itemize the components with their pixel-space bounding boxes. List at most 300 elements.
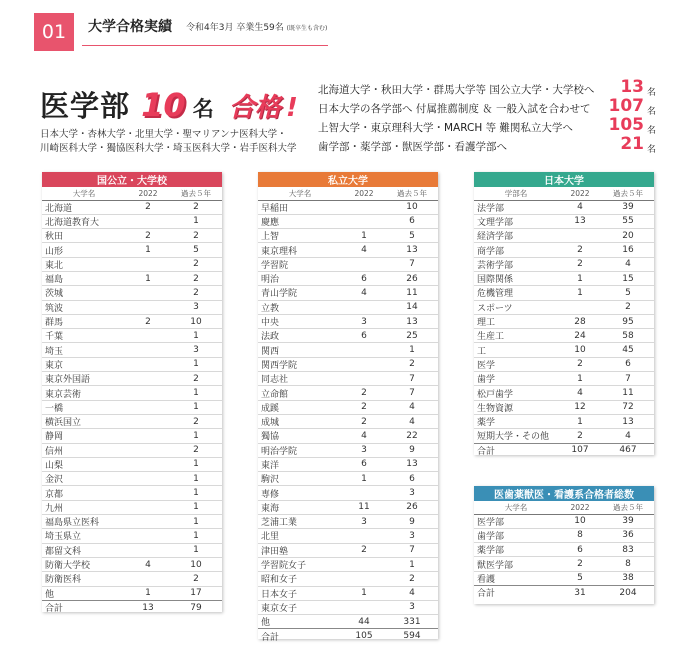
count-2022: [126, 457, 170, 471]
count-2022: [126, 400, 170, 414]
count-5yr: 95: [602, 314, 654, 328]
table-row: [474, 257, 654, 271]
count-2022: [342, 300, 386, 314]
table-row: [42, 300, 222, 314]
count-2022: 4: [342, 429, 386, 443]
row-label: 東京理科: [258, 243, 342, 257]
table-row: [258, 543, 438, 557]
table-title: 日本大学: [474, 172, 654, 187]
table-row: [258, 586, 438, 600]
row-label: 獨協: [258, 429, 342, 443]
total-label: 合計: [45, 604, 64, 615]
row-label: 東海: [258, 500, 342, 514]
row-label: 福島県立医科: [42, 515, 126, 529]
table-row: [42, 314, 222, 328]
section-note: [186, 20, 327, 33]
row-label: 山梨: [42, 457, 126, 471]
table-row: [258, 615, 438, 629]
result-count: 13: [620, 77, 644, 97]
count-2022: 1: [126, 271, 170, 285]
count-5yr: 2: [170, 286, 222, 300]
count-2022: 5: [558, 571, 602, 585]
count-2022: 10: [558, 343, 602, 357]
table-title: 国公立・大学校: [42, 172, 222, 187]
table-row: [258, 529, 438, 543]
table-row: [42, 429, 222, 443]
count-5yr: 7: [602, 372, 654, 386]
total-5yr: 79: [190, 602, 202, 613]
count-2022: 4: [558, 386, 602, 400]
result-row: [318, 134, 660, 156]
table-row: [42, 572, 222, 586]
row-label: 法政: [258, 329, 342, 343]
count-5yr: 3: [386, 486, 438, 500]
result-unit: 名: [646, 107, 656, 117]
row-label: 群馬: [42, 314, 126, 328]
count-2022: [126, 357, 170, 371]
count-5yr: 72: [602, 400, 654, 414]
row-label: 専修: [258, 486, 342, 500]
graduates-note: 令和4年3月 卒業生59名: [186, 23, 284, 33]
table-row: [258, 257, 438, 271]
table-row: [474, 286, 654, 300]
graduates-note-small: (既卒生も含む): [286, 25, 328, 32]
table-row: [42, 229, 222, 243]
row-label: 理工: [474, 314, 558, 328]
count-2022: 1: [126, 586, 170, 600]
table-row: [42, 472, 222, 486]
count-2022: 3: [342, 443, 386, 457]
row-label: 茨城: [42, 286, 126, 300]
count-5yr: 6: [386, 472, 438, 486]
row-label: 薬学部: [474, 543, 558, 557]
count-2022: 4: [558, 200, 602, 214]
row-label: 津田塾: [258, 543, 342, 557]
count-5yr: 2: [170, 257, 222, 271]
row-label: 薬学: [474, 414, 558, 428]
table-row: [474, 528, 654, 542]
result-count: 21: [620, 134, 644, 154]
table-row: [42, 443, 222, 457]
table-row: [258, 472, 438, 486]
row-label: 医学部: [474, 514, 558, 528]
count-2022: 2: [558, 429, 602, 443]
count-2022: 1: [558, 286, 602, 300]
count-5yr: 7: [386, 372, 438, 386]
row-label: 学習院: [258, 257, 342, 271]
column-header: 2022: [558, 501, 602, 514]
row-label: 関西: [258, 343, 342, 357]
table-row: [42, 414, 222, 428]
count-2022: 2: [558, 243, 602, 257]
count-5yr: 4: [602, 257, 654, 271]
table-row: [42, 515, 222, 529]
count-2022: [126, 214, 170, 228]
table-row: [474, 357, 654, 371]
table-row: [258, 343, 438, 357]
count-5yr: 6: [386, 214, 438, 228]
count-2022: 6: [342, 457, 386, 471]
row-label: 生物資源: [474, 400, 558, 414]
result-unit: 名: [646, 88, 656, 98]
row-label: 秋田: [42, 229, 126, 243]
count-5yr: 2: [170, 372, 222, 386]
row-label: 文理学部: [474, 214, 558, 228]
table-row: [474, 372, 654, 386]
count-5yr: 16: [602, 243, 654, 257]
total-label: 合計: [477, 589, 496, 600]
count-2022: 11: [342, 500, 386, 514]
table-row: [42, 386, 222, 400]
row-label: 中央: [258, 314, 342, 328]
table-row: [474, 314, 654, 328]
row-label: 北海道教育大: [42, 214, 126, 228]
count-5yr: 1: [170, 386, 222, 400]
count-5yr: 4: [386, 586, 438, 600]
table-row: [258, 429, 438, 443]
count-2022: 1: [342, 229, 386, 243]
private-universities-table: [258, 172, 438, 643]
count-5yr: 5: [602, 286, 654, 300]
row-label: 同志社: [258, 372, 342, 386]
count-2022: [126, 343, 170, 357]
table-row: [258, 515, 438, 529]
row-label: 信州: [42, 443, 126, 457]
row-label: 都留文科: [42, 543, 126, 557]
count-2022: [126, 529, 170, 543]
table-row: [258, 572, 438, 586]
count-5yr: 8: [602, 557, 654, 571]
row-label: 国際関係: [474, 271, 558, 285]
count-5yr: 1: [170, 486, 222, 500]
count-5yr: 10: [170, 314, 222, 328]
table-row: [258, 200, 438, 214]
table-row: [42, 343, 222, 357]
count-2022: [342, 557, 386, 571]
table-row: [42, 543, 222, 557]
count-5yr: 1: [170, 529, 222, 543]
row-label: 芸術学部: [474, 257, 558, 271]
table-row: [258, 329, 438, 343]
count-2022: 2: [342, 414, 386, 428]
headline-pass: 合格: [228, 93, 281, 123]
result-row: [318, 115, 660, 137]
table-row: [258, 314, 438, 328]
count-5yr: 2: [386, 357, 438, 371]
table-row: [258, 271, 438, 285]
count-5yr: 20: [602, 229, 654, 243]
count-2022: 2: [342, 386, 386, 400]
row-label: 成城: [258, 414, 342, 428]
table-row: [474, 243, 654, 257]
table-title: 医歯薬獣医・看護系合格者総数: [474, 486, 654, 501]
count-2022: [126, 257, 170, 271]
row-label: 金沢: [42, 472, 126, 486]
count-5yr: 11: [602, 386, 654, 400]
count-2022: [126, 472, 170, 486]
row-label: 他: [42, 586, 126, 600]
count-2022: [342, 486, 386, 500]
table-row: [258, 286, 438, 300]
table-row: [474, 329, 654, 343]
table-row: [474, 414, 654, 428]
count-5yr: 38: [602, 571, 654, 585]
column-header: 過去５年: [386, 187, 438, 200]
row-label: 埼玉県立: [42, 529, 126, 543]
count-2022: 10: [558, 514, 602, 528]
count-5yr: 13: [386, 457, 438, 471]
column-header: 学部名: [474, 187, 558, 200]
count-2022: [126, 329, 170, 343]
row-label: 防衛大学校: [42, 557, 126, 571]
table-row: [42, 357, 222, 371]
count-2022: 13: [558, 214, 602, 228]
count-5yr: 1: [170, 400, 222, 414]
row-label: 法学部: [474, 200, 558, 214]
count-5yr: 7: [386, 386, 438, 400]
national-universities-table: [42, 172, 222, 615]
column-header: 2022: [558, 187, 602, 200]
count-2022: 28: [558, 314, 602, 328]
count-2022: [126, 486, 170, 500]
count-5yr: 2: [170, 443, 222, 457]
count-2022: 8: [558, 528, 602, 542]
count-2022: 3: [342, 515, 386, 529]
result-unit: 名: [646, 145, 656, 155]
headline-department: 医学部: [40, 89, 131, 123]
row-label: 明治: [258, 271, 342, 285]
total-row: [474, 585, 654, 599]
column-header: 過去５年: [602, 187, 654, 200]
row-label: 山形: [42, 243, 126, 257]
result-text: 上智大学・東京理科大学・MARCH 等 難関私立大学へ: [318, 122, 573, 134]
table-row: [474, 543, 654, 557]
table-row: [42, 286, 222, 300]
result-text: 日本大学の各学部へ 付属推薦制度 ＆ 一般入試を合わせて: [318, 103, 591, 115]
count-5yr: 11: [386, 286, 438, 300]
row-label: 千葉: [42, 329, 126, 343]
count-2022: 1: [126, 243, 170, 257]
table-row: [42, 500, 222, 514]
table-row: [258, 600, 438, 614]
medical-fields-table: [474, 486, 654, 600]
row-label: 駒沢: [258, 472, 342, 486]
row-label: 立教: [258, 300, 342, 314]
row-label: 防衛医科: [42, 572, 126, 586]
count-2022: [126, 429, 170, 443]
count-5yr: 2: [170, 271, 222, 285]
column-header: 過去５年: [170, 187, 222, 200]
count-5yr: 2: [602, 300, 654, 314]
count-2022: 44: [342, 615, 386, 629]
count-2022: 24: [558, 329, 602, 343]
section-title: 大学合格実績: [88, 19, 172, 35]
section-number: 01: [34, 13, 74, 51]
count-5yr: 45: [602, 343, 654, 357]
table-row: [42, 243, 222, 257]
row-label: 東北: [42, 257, 126, 271]
med-schools-line-2: 川崎医科大学・獨協医科大学・埼玉医科大学・岩手医科大学: [40, 143, 297, 154]
row-label: 医学: [474, 357, 558, 371]
count-5yr: 9: [386, 443, 438, 457]
row-label: 上智: [258, 229, 342, 243]
count-5yr: 2: [170, 229, 222, 243]
count-5yr: 1: [170, 357, 222, 371]
count-2022: [342, 600, 386, 614]
row-label: 京都: [42, 486, 126, 500]
total-row: [474, 443, 654, 457]
row-label: 昭和女子: [258, 572, 342, 586]
med-schools-line-1: 日本大学・杏林大学・北里大学・聖マリアンナ医科大学・: [40, 129, 287, 140]
row-label: スポーツ: [474, 300, 558, 314]
table-row: [474, 429, 654, 443]
row-label: 北里: [258, 529, 342, 543]
row-label: 日本女子: [258, 586, 342, 600]
total-label: 合計: [477, 446, 496, 457]
row-label: 成蹊: [258, 400, 342, 414]
headline-bang: !: [285, 93, 298, 123]
count-5yr: 331: [386, 615, 438, 629]
headline-unit: 名: [192, 97, 214, 121]
table-row: [42, 557, 222, 571]
count-5yr: 5: [386, 229, 438, 243]
count-5yr: 13: [602, 414, 654, 428]
headline-count: 10: [141, 86, 186, 124]
count-5yr: 3: [386, 600, 438, 614]
table-row: [42, 586, 222, 600]
table-row: [474, 400, 654, 414]
total-2022: 31: [574, 587, 586, 598]
count-5yr: 2: [170, 200, 222, 214]
count-2022: [342, 529, 386, 543]
count-2022: 6: [558, 543, 602, 557]
table-row: [474, 200, 654, 214]
count-2022: 2: [126, 229, 170, 243]
results-summary: [318, 77, 660, 156]
table-row: [258, 357, 438, 371]
row-label: 東京芸術: [42, 386, 126, 400]
result-text: 歯学部・薬学部・獣医学部・看護学部へ: [318, 141, 507, 153]
count-5yr: 7: [386, 543, 438, 557]
table-row: [258, 457, 438, 471]
table-row: [42, 486, 222, 500]
count-2022: 1: [342, 586, 386, 600]
table-row: [474, 571, 654, 585]
count-2022: 2: [558, 557, 602, 571]
count-2022: [126, 572, 170, 586]
count-2022: [126, 286, 170, 300]
count-2022: 2: [558, 257, 602, 271]
result-text: 北海道大学・秋田大学・群馬大学等 国公立大学・大学校へ: [318, 84, 595, 96]
column-header: 2022: [126, 187, 170, 200]
row-label: 東洋: [258, 457, 342, 471]
count-2022: [342, 572, 386, 586]
count-5yr: 7: [386, 257, 438, 271]
count-5yr: 1: [170, 500, 222, 514]
count-5yr: 1: [170, 457, 222, 471]
count-2022: 4: [342, 286, 386, 300]
row-label: 明治学院: [258, 443, 342, 457]
count-5yr: 4: [386, 414, 438, 428]
count-2022: 1: [558, 372, 602, 386]
result-unit: 名: [646, 126, 656, 136]
nihon-university-table: [474, 172, 654, 457]
section-underline: [82, 45, 328, 46]
table-row: [258, 372, 438, 386]
count-2022: [342, 214, 386, 228]
count-2022: [558, 229, 602, 243]
count-2022: 12: [558, 400, 602, 414]
count-2022: 1: [342, 472, 386, 486]
table-title: 私立大学: [258, 172, 438, 187]
total-2022: 107: [571, 445, 589, 456]
row-label: 立命館: [258, 386, 342, 400]
table-row: [258, 400, 438, 414]
count-5yr: 83: [602, 543, 654, 557]
table-row: [258, 500, 438, 514]
count-2022: 2: [126, 314, 170, 328]
count-5yr: 58: [602, 329, 654, 343]
row-label: 関西学院: [258, 357, 342, 371]
row-label: 経済学部: [474, 229, 558, 243]
count-2022: [126, 500, 170, 514]
count-5yr: 1: [386, 557, 438, 571]
count-5yr: 1: [170, 472, 222, 486]
row-label: 獣医学部: [474, 557, 558, 571]
count-5yr: 26: [386, 500, 438, 514]
count-2022: 2: [558, 357, 602, 371]
column-header: 大学名: [258, 187, 342, 200]
column-header: 大学名: [42, 187, 126, 200]
result-count: 107: [608, 96, 644, 116]
count-2022: 2: [342, 543, 386, 557]
count-5yr: 10: [170, 557, 222, 571]
count-2022: [126, 543, 170, 557]
total-row: [42, 600, 222, 614]
row-label: 他: [258, 615, 342, 629]
count-2022: [126, 443, 170, 457]
count-2022: 2: [342, 400, 386, 414]
table-row: [258, 243, 438, 257]
table-row: [258, 229, 438, 243]
row-label: 芝浦工業: [258, 515, 342, 529]
count-5yr: 1: [170, 329, 222, 343]
count-5yr: 4: [386, 400, 438, 414]
count-2022: 4: [126, 557, 170, 571]
count-2022: [126, 515, 170, 529]
table-row: [42, 400, 222, 414]
column-header: 2022: [342, 187, 386, 200]
headline: [40, 84, 298, 125]
row-label: 歯学: [474, 372, 558, 386]
count-5yr: 2: [386, 572, 438, 586]
row-label: 福島: [42, 271, 126, 285]
row-label: 東京: [42, 357, 126, 371]
row-label: 歯学部: [474, 528, 558, 542]
count-5yr: 1: [170, 429, 222, 443]
count-5yr: 10: [386, 200, 438, 214]
count-5yr: 2: [170, 414, 222, 428]
count-5yr: 5: [170, 243, 222, 257]
count-2022: [126, 386, 170, 400]
row-label: 九州: [42, 500, 126, 514]
row-label: 埼玉: [42, 343, 126, 357]
total-5yr: 204: [619, 587, 637, 598]
row-label: 東京女子: [258, 600, 342, 614]
table-row: [42, 529, 222, 543]
row-label: 早稲田: [258, 200, 342, 214]
column-header: 過去５年: [602, 501, 654, 514]
